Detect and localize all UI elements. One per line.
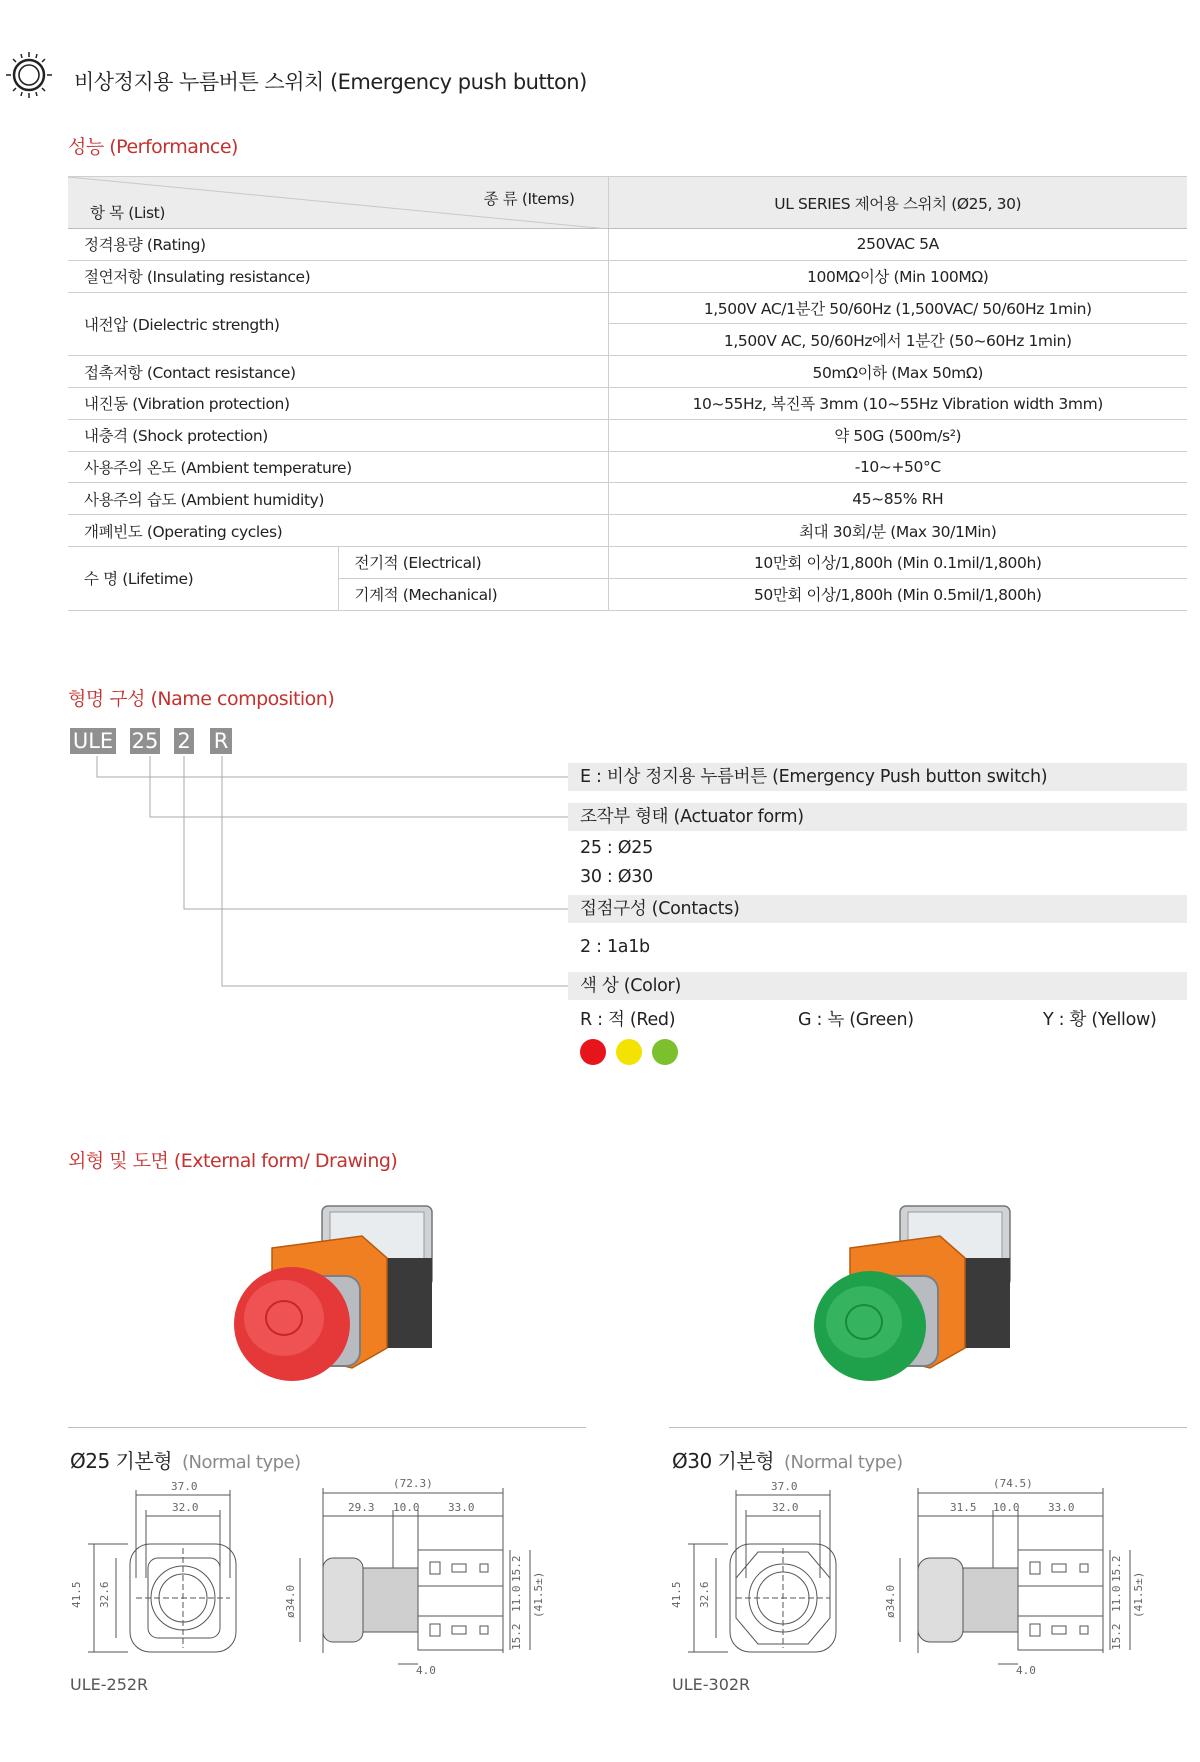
row-value: -10~+50°C (608, 451, 1187, 483)
type-title-text: Ø25 기본형 (70, 1449, 173, 1473)
dim-b: 4.0 (1016, 1664, 1036, 1677)
row-label: 개폐빈도 (Operating cycles) (68, 515, 608, 547)
row-value: 1,500V AC, 50/60Hz에서 1분간 (50~60Hz 1min) (608, 324, 1187, 356)
type-title-30 (672, 1445, 903, 1474)
code-contacts: 2 (174, 728, 194, 754)
mechanical-value: 50만회 이상/1,800h (Min 0.5mil/1,800h) (608, 578, 1187, 610)
type-title-25 (70, 1445, 301, 1474)
mechanical-label: 기계적 (Mechanical) (338, 578, 608, 610)
electrical-value: 10만회 이상/1,800h (Min 0.1mil/1,800h) (608, 546, 1187, 578)
contacts-title: 접점구성 (Contacts) (568, 895, 1187, 923)
dim-r1: 15.2 (510, 1555, 523, 1582)
dim-r3: 15.2 (1110, 1623, 1123, 1650)
product-image-red (212, 1198, 452, 1398)
electrical-label: 전기적 (Electrical) (338, 546, 608, 578)
dim-w1: 37.0 (171, 1480, 198, 1493)
drawing-ulE-302R (668, 1478, 1188, 1678)
row-value: 250VAC 5A (608, 229, 1187, 261)
code-actuator: 25 (131, 729, 159, 753)
series-desc: E : 비상 정지용 누름버튼 (Emergency Push button switch) (568, 763, 1187, 791)
name-composition-title: 형명 구성 (Name composition) (68, 688, 335, 710)
row-value: 최대 30회/분 (Max 30/1Min) (608, 515, 1187, 547)
row-label: 정격용량 (Rating) (68, 229, 608, 261)
drawing-ulE-252R (68, 1478, 588, 1678)
row-label: 내충격 (Shock protection) (68, 419, 608, 451)
lifetime-label: 수 명 (Lifetime) (68, 546, 338, 610)
color-title: 색 상 (Color) (568, 972, 1187, 1000)
row-value: 100MΩ이상 (Min 100MΩ) (608, 260, 1187, 292)
model-label-252R: ULE-252R (70, 1675, 149, 1694)
color-green-label: G : 녹 (Green) (798, 1010, 914, 1030)
divider-right (669, 1427, 1187, 1428)
row-label: 사용주의 습도 (Ambient humidity) (68, 483, 608, 515)
dim-h1: 41.5 (70, 1581, 83, 1608)
dim-b: 4.0 (416, 1664, 436, 1677)
dim-total: (72.3) (393, 1478, 433, 1490)
dim-d2: 10.0 (993, 1501, 1020, 1514)
dim-w2: 32.0 (772, 1501, 799, 1514)
dim-d1: 31.5 (950, 1501, 977, 1514)
color-swatch-green (652, 1039, 678, 1065)
dim-d3: 33.0 (1048, 1501, 1075, 1514)
divider-left (68, 1427, 586, 1428)
type-title-text: Ø30 기본형 (672, 1449, 775, 1473)
code-series: ULE (70, 728, 116, 754)
dim-rt: (41.5±) (1132, 1571, 1145, 1618)
row-value: 1,500V AC/1분간 50/60Hz (1,500VAC/ 50/60Hz 1min) (608, 292, 1187, 324)
external-form-title: 외형 및 도면 (External form/ Drawing) (68, 1150, 398, 1172)
row-label: 절연저항 (Insulating resistance) (68, 260, 608, 292)
type-subtitle: (Normal type) (784, 1452, 903, 1473)
color-swatch-yellow (616, 1039, 642, 1065)
dim-d3: 33.0 (448, 1501, 475, 1514)
product-image-green (790, 1198, 1030, 1398)
dim-h1: 41.5 (670, 1581, 683, 1608)
dim-d2: 10.0 (393, 1501, 420, 1514)
model-label-302R: ULE-302R (672, 1675, 751, 1694)
dim-w1: 37.0 (771, 1480, 798, 1493)
row-value: 약 50G (500m/s²) (608, 419, 1187, 451)
header-list-label: 항 목 (List) (90, 204, 165, 222)
color-swatch-red (580, 1039, 606, 1065)
color-red-label: R : 적 (Red) (580, 1010, 676, 1030)
dim-r1: 15.2 (1110, 1555, 1123, 1582)
row-label: 내전압 (Dielectric strength) (68, 292, 608, 356)
performance-section-title: 성능 (Performance) (68, 136, 238, 158)
row-label: 접촉저항 (Contact resistance) (68, 356, 608, 388)
row-value: 10~55Hz, 복진폭 3mm (10~55Hz Vibration width 3mm) (608, 387, 1187, 419)
dim-h2: 32.6 (98, 1581, 111, 1608)
dim-r2: 11.0 (1110, 1585, 1123, 1612)
dim-rt: (41.5±) (532, 1571, 545, 1618)
dim-h2: 32.6 (698, 1581, 711, 1608)
header-items-label: 종 류 (Items) (483, 190, 575, 208)
dim-dia: ø34.0 (884, 1584, 897, 1618)
type-subtitle: (Normal type) (182, 1452, 301, 1473)
actuator-option: 30 : Ø30 (580, 867, 653, 887)
dim-w2: 32.0 (172, 1501, 199, 1514)
page-title: 비상정지용 누름버튼 스위치 (Emergency push button) (74, 70, 587, 94)
dim-total: (74.5) (993, 1478, 1033, 1490)
header-series: UL SERIES 제어용 스위치 (Ø25, 30) (608, 177, 1187, 229)
actuator-title: 조작부 형태 (Actuator form) (568, 803, 1187, 831)
actuator-option: 25 : Ø25 (580, 838, 653, 858)
dim-dia: ø34.0 (284, 1584, 297, 1618)
color-yellow-label: Y : 황 (Yellow) (1043, 1010, 1157, 1030)
row-label: 내진동 (Vibration protection) (68, 387, 608, 419)
dim-d1: 29.3 (348, 1501, 375, 1514)
row-value: 50mΩ이하 (Max 50mΩ) (608, 356, 1187, 388)
dim-r3: 15.2 (510, 1623, 523, 1650)
dim-r2: 11.0 (510, 1585, 523, 1612)
row-value: 45~85% RH (608, 483, 1187, 515)
row-label: 사용주의 온도 (Ambient temperature) (68, 451, 608, 483)
code-color: R (210, 728, 232, 754)
contacts-option: 2 : 1a1b (580, 937, 650, 957)
